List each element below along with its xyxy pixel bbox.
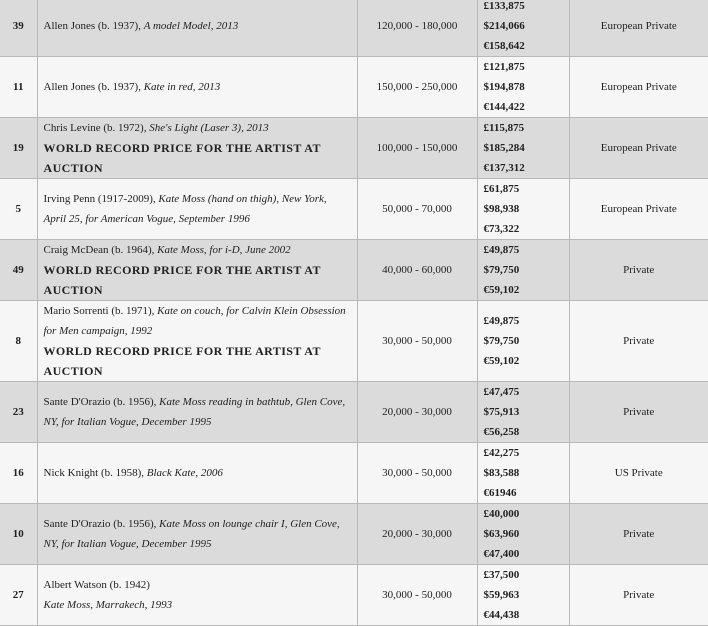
price-realised bbox=[477, 301, 569, 382]
estimate: 40,000 - 60,000 bbox=[357, 240, 477, 301]
table-row bbox=[0, 504, 708, 565]
price-usd: $83,588 bbox=[483, 467, 520, 479]
lot-number: 10 bbox=[0, 504, 37, 565]
artist-name: Allen Jones (b. 1937), bbox=[43, 20, 144, 32]
lot-description bbox=[37, 240, 357, 301]
world-record-note: WORLD RECORD PRICE FOR THE ARTIST AT AUCTION bbox=[43, 141, 321, 175]
estimate: 120,000 - 180,000 bbox=[357, 0, 477, 57]
buyer: European Private bbox=[569, 118, 708, 179]
artwork-title: Kate Moss, Marrakech, 1993 bbox=[43, 599, 173, 611]
estimate: 20,000 - 30,000 bbox=[357, 504, 477, 565]
buyer: Private bbox=[569, 504, 708, 565]
price-eur: €47,400 bbox=[483, 548, 520, 560]
price-realised bbox=[477, 179, 569, 240]
price-realised bbox=[477, 565, 569, 626]
table-row bbox=[0, 240, 708, 301]
artwork-title: Kate Moss, for i-D, June 2002 bbox=[157, 244, 291, 256]
artwork-title: She's Light (Laser 3), 2013 bbox=[149, 122, 269, 134]
price-realised bbox=[477, 504, 569, 565]
price-realised bbox=[477, 118, 569, 179]
lot-number: 19 bbox=[0, 118, 37, 179]
artist-name: Nick Knight (b. 1958), bbox=[43, 467, 147, 479]
lot-description bbox=[37, 118, 357, 179]
lot-description bbox=[37, 504, 357, 565]
artwork-title: A model Model, 2013 bbox=[143, 20, 239, 32]
price-eur: €73,322 bbox=[483, 223, 520, 235]
artwork-title: Kate Moss on lounge chair I, Glen Cove, NY, for Italian Vogue, December 1995 bbox=[43, 518, 340, 550]
table-row bbox=[0, 565, 708, 626]
price-realised bbox=[477, 0, 569, 57]
price-gbp: £121,875 bbox=[483, 61, 525, 73]
lot-number: 16 bbox=[0, 443, 37, 504]
buyer: Private bbox=[569, 565, 708, 626]
lot-number: 23 bbox=[0, 382, 37, 443]
lot-description bbox=[37, 179, 357, 240]
artist-name: Chris Levine (b. 1972), bbox=[43, 122, 150, 134]
artist-name: Craig McDean (b. 1964), bbox=[43, 244, 158, 256]
price-eur: €59,102 bbox=[483, 355, 520, 367]
price-eur: €137,312 bbox=[483, 162, 525, 174]
price-realised bbox=[477, 382, 569, 443]
artwork-title: Kate Moss (hand on thigh), New York, April 25, for American Vogue, September 1996 bbox=[43, 193, 327, 225]
price-gbp: £49,875 bbox=[483, 244, 520, 256]
lot-description bbox=[37, 301, 357, 382]
price-eur: €44,438 bbox=[483, 609, 520, 621]
estimate: 100,000 - 150,000 bbox=[357, 118, 477, 179]
buyer: Private bbox=[569, 240, 708, 301]
price-gbp: £40,000 bbox=[483, 508, 520, 520]
lot-description bbox=[37, 382, 357, 443]
price-eur: €61946 bbox=[483, 487, 517, 499]
price-gbp: £133,875 bbox=[483, 0, 525, 12]
artwork-title: Kate in red, 2013 bbox=[143, 81, 221, 93]
artist-name: Sante D'Orazio (b. 1956), bbox=[43, 518, 160, 530]
price-usd: $59,963 bbox=[483, 589, 520, 601]
price-gbp: £61,875 bbox=[483, 183, 520, 195]
price-gbp: £115,875 bbox=[483, 122, 525, 134]
table-row bbox=[0, 301, 708, 382]
price-usd: $63,960 bbox=[483, 528, 520, 540]
price-realised bbox=[477, 443, 569, 504]
lot-description bbox=[37, 57, 357, 118]
buyer: Private bbox=[569, 382, 708, 443]
lot-description bbox=[37, 443, 357, 504]
table-row bbox=[0, 179, 708, 240]
estimate: 20,000 - 30,000 bbox=[357, 382, 477, 443]
price-usd: $75,913 bbox=[483, 406, 520, 418]
estimate: 30,000 - 50,000 bbox=[357, 443, 477, 504]
lot-number: 8 bbox=[0, 301, 37, 382]
price-eur: €56,258 bbox=[483, 426, 520, 438]
price-gbp: £42,275 bbox=[483, 447, 520, 459]
lot-number: 5 bbox=[0, 179, 37, 240]
table-row bbox=[0, 57, 708, 118]
lot-number: 27 bbox=[0, 565, 37, 626]
price-usd: $214,066 bbox=[483, 20, 525, 32]
artwork-title: Black Kate, 2006 bbox=[146, 467, 223, 479]
artist-name: Allen Jones (b. 1937), bbox=[43, 81, 144, 93]
buyer: US Private bbox=[569, 443, 708, 504]
lot-number: 11 bbox=[0, 57, 37, 118]
estimate: 30,000 - 50,000 bbox=[357, 301, 477, 382]
price-eur: €144,422 bbox=[483, 101, 525, 113]
buyer: European Private bbox=[569, 179, 708, 240]
table-row bbox=[0, 118, 708, 179]
price-usd: $194,878 bbox=[483, 81, 525, 93]
table-row bbox=[0, 382, 708, 443]
price-gbp: £47,475 bbox=[483, 386, 520, 398]
buyer: European Private bbox=[569, 57, 708, 118]
lot-number: 49 bbox=[0, 240, 37, 301]
price-eur: €158,642 bbox=[483, 40, 525, 52]
price-usd: $79,750 bbox=[483, 264, 520, 276]
buyer: Private bbox=[569, 301, 708, 382]
estimate: 150,000 - 250,000 bbox=[357, 57, 477, 118]
artwork-title: Kate on couch, for Calvin Klein Obsession for Men campaign, 1992 bbox=[43, 305, 346, 337]
estimate: 30,000 - 50,000 bbox=[357, 565, 477, 626]
buyer: European Private bbox=[569, 0, 708, 57]
artwork-title: Kate Moss reading in bathtub, Glen Cove, NY, for Italian Vogue, December 1995 bbox=[43, 396, 346, 428]
price-usd: $98,938 bbox=[483, 203, 520, 215]
price-realised bbox=[477, 240, 569, 301]
world-record-note: WORLD RECORD PRICE FOR THE ARTIST AT AUCTION bbox=[43, 344, 321, 378]
lot-description bbox=[37, 565, 357, 626]
artist-name: Mario Sorrenti (b. 1971), bbox=[43, 305, 158, 317]
price-usd: $185,284 bbox=[483, 142, 525, 154]
price-gbp: £37,500 bbox=[483, 569, 520, 581]
artist-name: Albert Watson (b. 1942) bbox=[43, 579, 150, 591]
price-usd: $79,750 bbox=[483, 335, 520, 347]
table-row bbox=[0, 443, 708, 504]
estimate: 50,000 - 70,000 bbox=[357, 179, 477, 240]
price-gbp: £49,875 bbox=[483, 315, 520, 327]
lot-description bbox=[37, 0, 357, 57]
world-record-note: WORLD RECORD PRICE FOR THE ARTIST AT AUCTION bbox=[43, 263, 321, 297]
lot-number: 39 bbox=[0, 0, 37, 57]
price-eur: €59,102 bbox=[483, 284, 520, 296]
artist-name: Sante D'Orazio (b. 1956), bbox=[43, 396, 160, 408]
price-realised bbox=[477, 57, 569, 118]
table-row bbox=[0, 0, 708, 57]
artist-name: Irving Penn (1917-2009), bbox=[43, 193, 159, 205]
